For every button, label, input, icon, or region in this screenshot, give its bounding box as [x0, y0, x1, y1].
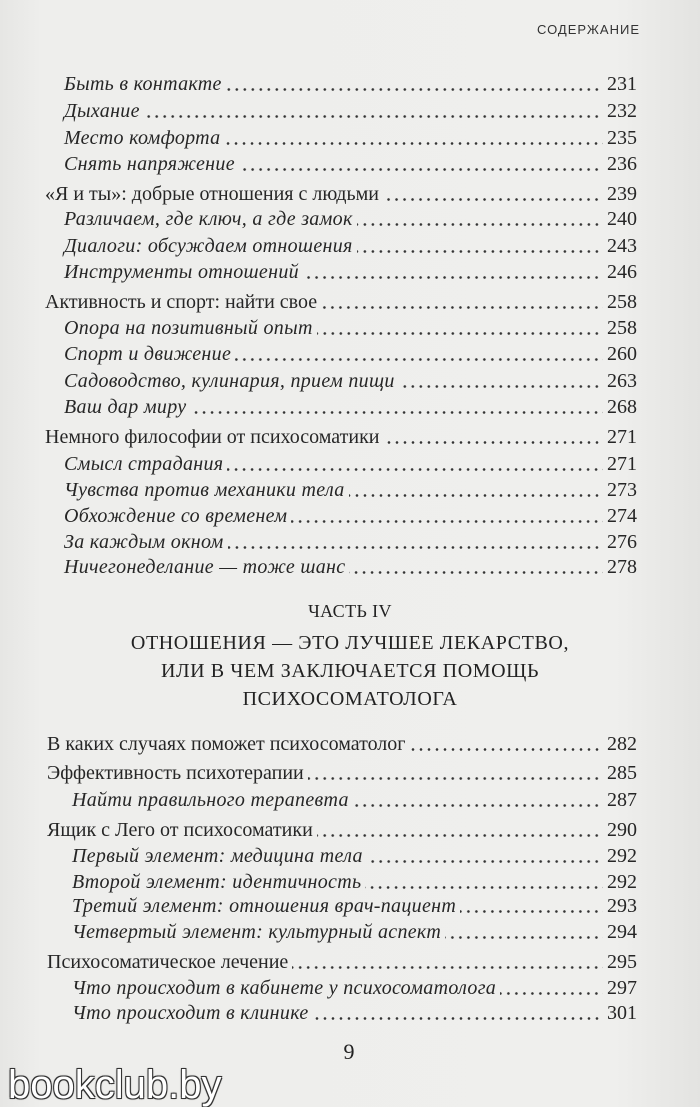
toc-page-number: 232: [607, 100, 637, 122]
toc-entry-title: Активность и спорт: найти свое: [45, 291, 318, 313]
toc-page-number: 293: [607, 895, 637, 917]
toc-page-number: 274: [607, 505, 637, 527]
toc-entry-title: Инструменты отношений: [64, 261, 299, 283]
toc-page-number: 285: [607, 762, 637, 784]
toc-subentry: [72, 788, 637, 812]
toc-page-number: 268: [607, 396, 637, 418]
dot-leader: [313, 1017, 603, 1020]
part-label: ЧАСТЬ IV: [308, 601, 392, 621]
toc-subentry: [64, 126, 637, 150]
toc-entry-title: Эффективность психотерапии: [47, 762, 304, 784]
toc-page-number: 295: [607, 951, 637, 973]
toc-entry-title: Смысл страдания: [64, 453, 224, 475]
dot-leader: [399, 385, 603, 388]
dot-leader: [303, 276, 603, 279]
dot-leader: [291, 520, 603, 523]
toc-entry: [45, 290, 637, 314]
toc-page-number: 239: [607, 183, 637, 205]
part-title-line: ОТНОШЕНИЯ — ЭТО ЛУЧШЕЕ ЛЕКАРСТВО,: [130, 632, 570, 654]
toc-subentry: [64, 99, 637, 123]
dot-leader: [228, 546, 603, 549]
toc-entry-title: Различаем, где ключ, а где замок: [64, 208, 353, 230]
dot-leader: [445, 936, 603, 939]
toc-page-number: 271: [607, 453, 637, 475]
dot-leader: [349, 571, 603, 574]
toc-entry: [45, 425, 637, 449]
toc-entry-title: Что происходит в клинике: [72, 1002, 309, 1024]
dot-leader: [349, 494, 603, 497]
toc-page-number: 294: [607, 921, 637, 943]
toc-page-number: 271: [607, 426, 637, 448]
watermark: bookclub.by: [8, 1063, 222, 1107]
dot-leader: [235, 358, 603, 361]
toc-entry-title: Спорт и движение: [64, 343, 232, 365]
toc-subentry: [64, 342, 637, 366]
dot-leader: [383, 198, 603, 201]
toc-entry-title: Второй элемент: идентичность: [72, 871, 362, 893]
toc-entry-title: Место комфорта: [64, 127, 221, 149]
toc-subentry: [72, 894, 637, 918]
toc-subentry: [72, 870, 637, 894]
dot-leader: [226, 88, 603, 91]
toc-page-number: 278: [607, 556, 637, 578]
dot-leader: [308, 777, 603, 780]
toc-entry-title: Ваш дар миру: [64, 396, 187, 418]
toc-entry-title: В каких случаях поможет психосоматолог: [47, 733, 406, 755]
toc-page-number: 240: [607, 208, 637, 230]
toc-entry: [47, 950, 637, 974]
toc-subentry: [72, 1001, 637, 1025]
toc-subentry: [64, 369, 637, 393]
toc-entry-title: Дыхание: [64, 100, 140, 122]
toc-page-number: 235: [607, 127, 637, 149]
toc-entry-title: Психосоматическое лечение: [47, 951, 289, 973]
toc-page-number: 236: [607, 153, 637, 175]
toc-entry-title: Снять напряжение: [64, 153, 235, 175]
part-title-line: ПСИХОСОМАТОЛОГА: [242, 688, 458, 710]
toc-entry-title: Что происходит в кабинете у психосоматолога: [72, 977, 497, 999]
toc-entry-title: За каждым окном: [64, 531, 224, 553]
toc-entry-title: Третий элемент: отношения врач-пациент: [72, 895, 457, 917]
running-head: СОДЕРЖАНИЕ: [536, 22, 640, 37]
toc-subentry: [64, 478, 637, 502]
dot-leader: [357, 250, 603, 253]
toc-page-number: 260: [607, 343, 637, 365]
toc-entry-title: «Я и ты»: добрые отношения с людьми: [45, 183, 379, 205]
toc-page-number: 246: [607, 261, 637, 283]
toc-subentry: [64, 234, 637, 258]
dot-leader: [500, 992, 603, 995]
toc-page-number: 301: [607, 1002, 637, 1024]
toc-page-number: 297: [607, 977, 637, 999]
dot-leader: [239, 168, 603, 171]
toc-page-number: 276: [607, 531, 637, 553]
toc-subentry: [64, 452, 637, 476]
toc-page-number: 258: [607, 291, 637, 313]
toc-page-number: 292: [607, 871, 637, 893]
toc-subentry: [64, 395, 637, 419]
toc-entry: [47, 761, 637, 785]
toc-entry-title: Диалоги: обсуждаем отношения: [64, 235, 353, 257]
dot-leader: [227, 468, 603, 471]
toc-entry: [47, 818, 637, 842]
dot-leader: [365, 886, 603, 889]
dot-leader: [292, 966, 603, 969]
toc-subentry: [64, 530, 637, 554]
toc-entry-title: Чувства против механики тела: [64, 479, 345, 501]
toc-entry-title: Быть в контакте: [64, 73, 222, 95]
toc-entry-title: Первый элемент: медицина тела: [72, 845, 363, 867]
toc-entry-title: Садоводство, кулинария, прием пищи: [64, 370, 395, 392]
toc-subentry: [64, 152, 637, 176]
toc-page-number: 292: [607, 845, 637, 867]
dot-leader: [144, 115, 603, 118]
toc-subentry: [72, 976, 637, 1000]
dot-leader: [384, 441, 603, 444]
dot-leader: [367, 860, 603, 863]
toc-subentry: [64, 207, 637, 231]
dot-leader: [410, 748, 604, 751]
toc-page-number: 243: [607, 235, 637, 257]
dot-leader: [224, 142, 603, 145]
toc-entry-title: Ящик с Лего от психосоматики: [47, 819, 313, 841]
toc-entry-title: Найти правильного терапевта: [72, 789, 349, 811]
toc-subentry: [64, 316, 637, 340]
toc-page-number: 263: [607, 370, 637, 392]
toc-entry-title: Четвертый элемент: культурный аспект: [72, 921, 442, 943]
part-title-line: ИЛИ В ЧЕМ ЗАКЛЮЧАЕТСЯ ПОМОЩЬ: [160, 660, 540, 682]
dot-leader: [357, 223, 603, 226]
toc-subentry: [64, 72, 637, 96]
toc-page-number: 282: [607, 733, 637, 755]
dot-leader: [353, 804, 603, 807]
toc-entry-title: Опора на позитивный опыт: [64, 317, 313, 339]
toc-page-number: 273: [607, 479, 637, 501]
toc-page-number: 287: [607, 789, 637, 811]
toc-page-number: 231: [607, 73, 637, 95]
toc-entry-title: Немного философии от психосоматики: [45, 426, 380, 448]
toc-entry: [47, 732, 637, 756]
toc-entry-title: Обхождение со временем: [64, 505, 288, 527]
toc-page-number: 290: [607, 819, 637, 841]
toc-entry: [45, 182, 637, 206]
toc-subentry: [64, 260, 637, 284]
dot-leader: [321, 306, 603, 309]
dot-leader: [460, 910, 603, 913]
toc-subentry: [64, 504, 637, 528]
toc-subentry: [72, 920, 637, 944]
dot-leader: [190, 411, 603, 414]
toc-subentry: [64, 555, 637, 579]
page-number: 9: [343, 1039, 355, 1064]
dot-leader: [317, 332, 603, 335]
toc-entry-title: Ничегонеделание — тоже шанс: [64, 556, 346, 578]
dot-leader: [317, 834, 603, 837]
toc-page-number: 258: [607, 317, 637, 339]
toc-subentry: [72, 844, 637, 868]
